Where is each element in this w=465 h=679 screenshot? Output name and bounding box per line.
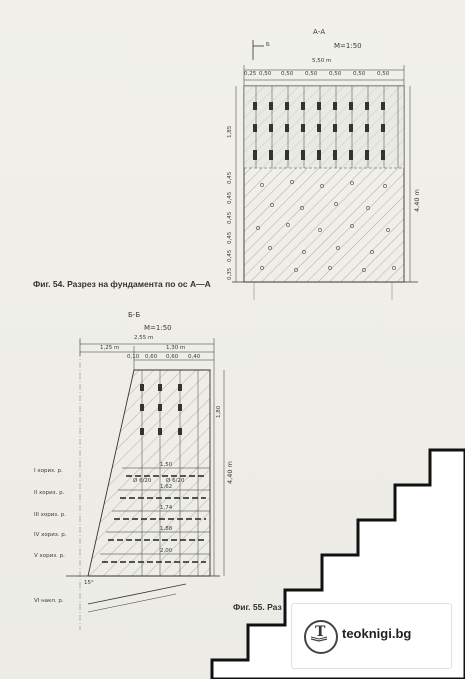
book-icon bbox=[304, 620, 338, 654]
section-bb-title: Б-Б bbox=[128, 311, 141, 319]
aa-stack-4: 0,45 bbox=[227, 249, 233, 262]
book-shape bbox=[304, 620, 334, 650]
aa-stack-1: 0,45 bbox=[227, 191, 233, 204]
bb-top-dim-0: 0,10 bbox=[127, 354, 140, 360]
bb-left-width: 1,25 m bbox=[100, 345, 120, 351]
bb-right-upper: 1,80 bbox=[216, 405, 222, 418]
bb-top-dim-3: 0,40 bbox=[188, 354, 201, 360]
bb-row-6: VI накл. р. bbox=[34, 598, 64, 604]
section-aa-drawing bbox=[232, 40, 418, 300]
section-bb-drawing bbox=[66, 338, 224, 630]
section-aa-width: 5,50 m bbox=[312, 58, 332, 64]
aa-dim-5: 0,50 bbox=[353, 71, 366, 77]
aa-dim-3: 0,50 bbox=[305, 71, 318, 77]
bb-right-width: 1,30 m bbox=[166, 345, 186, 351]
bb-angle: 15° bbox=[84, 580, 94, 586]
aa-dim-4: 0,50 bbox=[329, 71, 342, 77]
teoknigi-logo[interactable] bbox=[291, 603, 452, 669]
aa-dim-0: 0,25 bbox=[244, 71, 257, 77]
aa-dim-1: 0,50 bbox=[259, 71, 272, 77]
bb-overall-width: 2,55 m bbox=[134, 335, 154, 341]
bb-width-0: 1,50 bbox=[160, 462, 173, 468]
aa-stack-2: 0,45 bbox=[227, 211, 233, 224]
bb-width-1: 1,62 bbox=[160, 484, 173, 490]
aa-stack-3: 0,45 bbox=[227, 231, 233, 244]
section-bb-scale: М=1:50 bbox=[144, 324, 172, 332]
aa-left-upper: 1,85 bbox=[227, 125, 233, 138]
bb-top-dim-2: 0,60 bbox=[166, 354, 179, 360]
figure-54-caption: Фиг. 54. Разрез на фундамента по ос А—А bbox=[33, 279, 211, 289]
figure-55-caption: Фиг. 55. Раз bbox=[233, 602, 282, 612]
section-aa-scale: М=1:50 bbox=[334, 42, 362, 50]
bb-width-3: 1,88 bbox=[160, 526, 173, 532]
bb-width-2: 1,74 bbox=[160, 505, 173, 511]
bb-top-dim-1: 0,60 bbox=[145, 354, 158, 360]
bb-right-total: 4,40 m bbox=[226, 461, 234, 484]
logo-glyph: T bbox=[315, 624, 326, 640]
aa-right-dim: 4,40 m bbox=[413, 189, 421, 212]
bb-rebar-label: Ø 6/20 bbox=[133, 478, 152, 484]
bb-row-5: V хориз. р. bbox=[34, 553, 65, 559]
section-aa-direction: Б bbox=[266, 42, 270, 48]
aa-stack-8: 0,35 bbox=[227, 267, 233, 280]
bb-width-4: 2,00 bbox=[160, 548, 173, 554]
aa-dim-2: 0,50 bbox=[281, 71, 294, 77]
logo-text: teoknigi.bg bbox=[342, 626, 412, 641]
section-aa-title: А-А bbox=[313, 28, 326, 36]
bb-row-3: III хориз. р. bbox=[34, 512, 66, 518]
aa-stack-0: 0,45 bbox=[227, 171, 233, 184]
bb-row-1: I хориз. р. bbox=[34, 468, 63, 474]
bb-rebar-label: Ø 6/20 bbox=[166, 478, 185, 484]
aa-dim-6: 0,50 bbox=[377, 71, 390, 77]
bb-row-4: IV хориз. р. bbox=[34, 532, 67, 538]
bb-row-2: II хориз. р. bbox=[34, 490, 65, 496]
